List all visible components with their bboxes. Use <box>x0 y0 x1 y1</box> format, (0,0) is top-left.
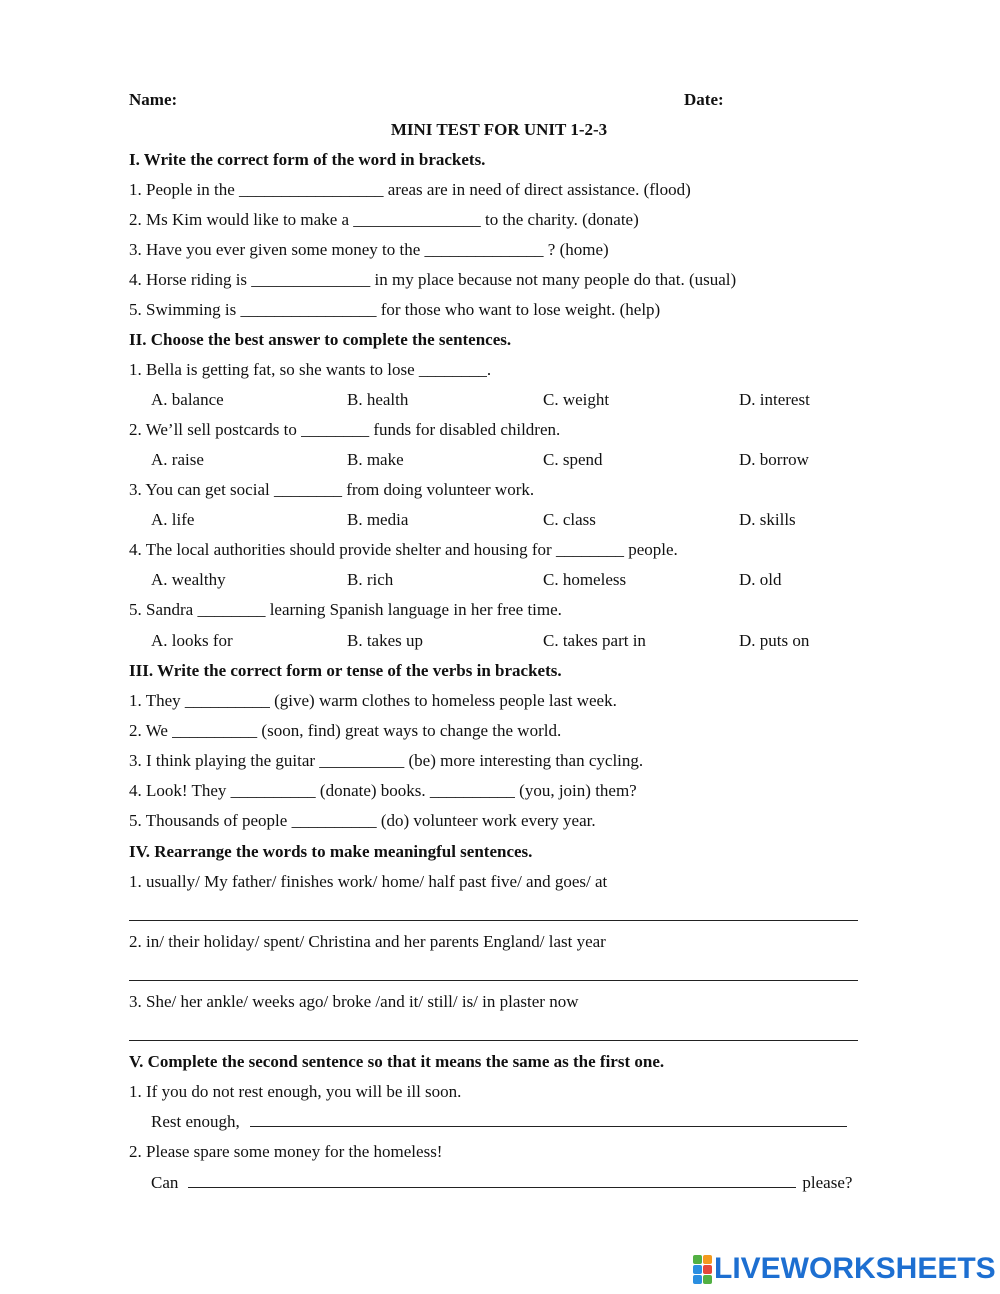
option-d: D. borrow <box>739 450 809 469</box>
option-c: C. weight <box>543 390 610 409</box>
section-3-item: 2. We __________ (soon, find) great ways to change the world. <box>129 721 562 740</box>
section-4-heading: IV. Rearrange the words to make meaningful sentences. <box>129 842 533 861</box>
section-1-item: 3. Have you ever given some money to the ______________ ? (home) <box>129 240 609 259</box>
answer-line <box>129 1040 858 1041</box>
worksheet-page <box>129 0 869 1294</box>
section-4-item: 1. usually/ My father/ finishes work/ home/ half past five/ and goes/ at <box>129 872 608 891</box>
section-2-question: 5. Sandra ________ learning Spanish language in her free time. <box>129 600 562 619</box>
option-c: C. takes part in <box>543 631 646 650</box>
answer-prefix: Can <box>151 1173 179 1192</box>
section-2-question: 3. You can get social ________ from doing volunteer work. <box>129 480 535 499</box>
option-b: B. rich <box>347 570 394 589</box>
section-1-item: 1. People in the _________________ areas are in need of direct assistance. (flood) <box>129 180 691 199</box>
section-1-item: 4. Horse riding is ______________ in my place because not many people do that. (usual) <box>129 270 737 289</box>
answer-blank[interactable] <box>188 1173 796 1188</box>
option-c: C. spend <box>543 450 603 469</box>
answer-blank[interactable] <box>250 1112 847 1127</box>
section-5-answer-row <box>151 1112 847 1132</box>
section-1-item: 2. Ms Kim would like to make a _______________ to the charity. (donate) <box>129 210 639 229</box>
section-2-question: 2. We’ll sell postcards to ________ funds for disabled children. <box>129 420 561 439</box>
option-d: D. interest <box>739 390 810 409</box>
option-a: A. wealthy <box>151 570 226 589</box>
section-2-heading: II. Choose the best answer to complete the sentences. <box>129 330 512 349</box>
option-c: C. homeless <box>543 570 627 589</box>
section-5-question: 2. Please spare some money for the homeless! <box>129 1142 443 1161</box>
option-a: A. life <box>151 510 195 529</box>
option-b: B. media <box>347 510 409 529</box>
section-4-item: 3. She/ her ankle/ weeks ago/ broke /and it/ still/ is/ in plaster now <box>129 992 579 1011</box>
section-1-heading: I. Write the correct form of the word in brackets. <box>129 150 486 169</box>
section-2-question: 4. The local authorities should provide shelter and housing for ________ people. <box>129 540 678 559</box>
option-a: A. raise <box>151 450 204 469</box>
section-3-item: 5. Thousands of people __________ (do) volunteer work every year. <box>129 811 596 830</box>
option-d: D. puts on <box>739 631 810 650</box>
section-5-heading: V. Complete the second sentence so that it means the same as the first one. <box>129 1052 665 1071</box>
date-label: Date: <box>684 90 724 109</box>
section-3-item: 4. Look! They __________ (donate) books. __________ (you, join) them? <box>129 781 637 800</box>
name-label: Name: <box>129 90 178 109</box>
logo-text: LIVEWORKSHEETS <box>714 1252 996 1285</box>
option-b: B. make <box>347 450 404 469</box>
section-2-question: 1. Bella is getting fat, so she wants to lose ________. <box>129 360 492 379</box>
logo-mark-icon <box>693 1255 712 1284</box>
answer-prefix: Rest enough, <box>151 1112 240 1131</box>
option-b: B. health <box>347 390 409 409</box>
answer-line <box>129 980 858 981</box>
liveworksheets-logo[interactable] <box>693 1253 996 1285</box>
option-d: D. old <box>739 570 782 589</box>
page-title: MINI TEST FOR UNIT 1-2-3 <box>390 120 608 139</box>
option-c: C. class <box>543 510 596 529</box>
option-a: A. balance <box>151 390 224 409</box>
section-3-item: 1. They __________ (give) warm clothes to homeless people last week. <box>129 691 617 710</box>
option-b: B. takes up <box>347 631 424 650</box>
option-d: D. skills <box>739 510 796 529</box>
answer-suffix: please? <box>802 1173 853 1192</box>
section-1-item: 5. Swimming is ________________ for those who want to lose weight. (help) <box>129 300 661 319</box>
section-4-item: 2. in/ their holiday/ spent/ Christina and her parents England/ last year <box>129 932 606 951</box>
section-5-question: 1. If you do not rest enough, you will be ill soon. <box>129 1082 462 1101</box>
answer-line <box>129 920 858 921</box>
option-a: A. looks for <box>151 631 233 650</box>
section-5-answer-row <box>151 1173 852 1193</box>
section-3-heading: III. Write the correct form or tense of the verbs in brackets. <box>129 661 562 680</box>
section-3-item: 3. I think playing the guitar __________ (be) more interesting than cycling. <box>129 751 644 770</box>
